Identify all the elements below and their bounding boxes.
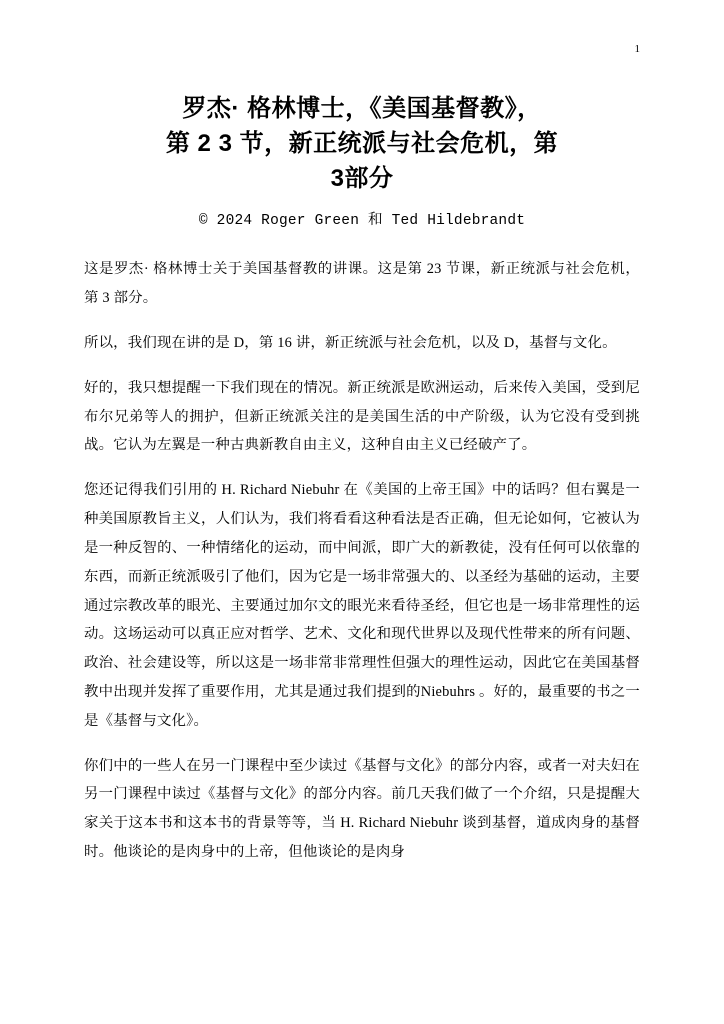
title-line-3: 3部分: [330, 164, 394, 192]
page-number: 1: [634, 43, 640, 55]
paragraph: 好的，我只想提醒一下我们现在的情况。新正统派是欧洲运动，后来传入美国，受到尼布尔兄弟等人的拥护，但新正统派关注的是美国生活的中产阶级，认为它没有受到挑战。它认为左翼是一种古典新教自由主义，这种自由主义已经破产了。: [84, 379, 640, 454]
paragraph: 您还记得我们引用的 H. Richard Niebuhr 在《美国的上帝王国》中的话吗？但右翼是一种美国原教旨主义，人们认为，我们将看看这种看法是否正确，但无论如何，它被认为是一种反智的、一种情绪化的运动，而中间派，即广大的新教徒，没有任何可以依靠的东西，而新正统派吸引了他们，因为它是一场非常强大的、以圣经为基础的运动，主要通过宗教改革的眼光、主要通过加尔文的眼光来看待圣经，但它也是一场非常理性的运动。这场运动可以真正应对哲学、艺术、文化和现代世界以及现代性带来的所有问题、政治、社会建设等，所以这是一场非常非常理性但强大的理性运动，因此它在美国基督教中出现并发挥了重要作用，尤其是通过我们提到的Niebuhrs 。好的，最重要的书之一是《基督与文化》。: [84, 482, 640, 729]
document-title: [84, 92, 640, 196]
paragraph: 你们中的一些人在另一门课程中至少读过《基督与文化》的部分内容，或者一对夫妇在另一门课程中读过《基督与文化》的部分内容。前几天我们做了一个介绍，只是提醒大家关于这本书和这本书的背景等等，当 H. Richard Niebuhr 谈到基督，道成肉身的基督时。他谈论的是肉身中的上帝，但他谈论的是肉身: [84, 757, 640, 861]
title-line-1: 罗杰· 格林博士，《美国基督教》，: [182, 95, 542, 122]
paragraph: 所以，我们现在讲的是 D，第 16 讲，新正统派与社会危机，以及 D，基督与文化。: [84, 335, 617, 352]
title-line-2: 第 2 3 节，新正统派与社会危机，第: [165, 129, 559, 157]
paragraph: 这是罗杰· 格林博士关于美国基督教的讲课。这是第 23 节课，新正统派与社会危机，第 3 部分。: [84, 261, 640, 307]
copyright-byline: © 2024 Roger Green 和 Ted Hildebrandt: [198, 213, 526, 230]
document-body: [84, 255, 640, 866]
